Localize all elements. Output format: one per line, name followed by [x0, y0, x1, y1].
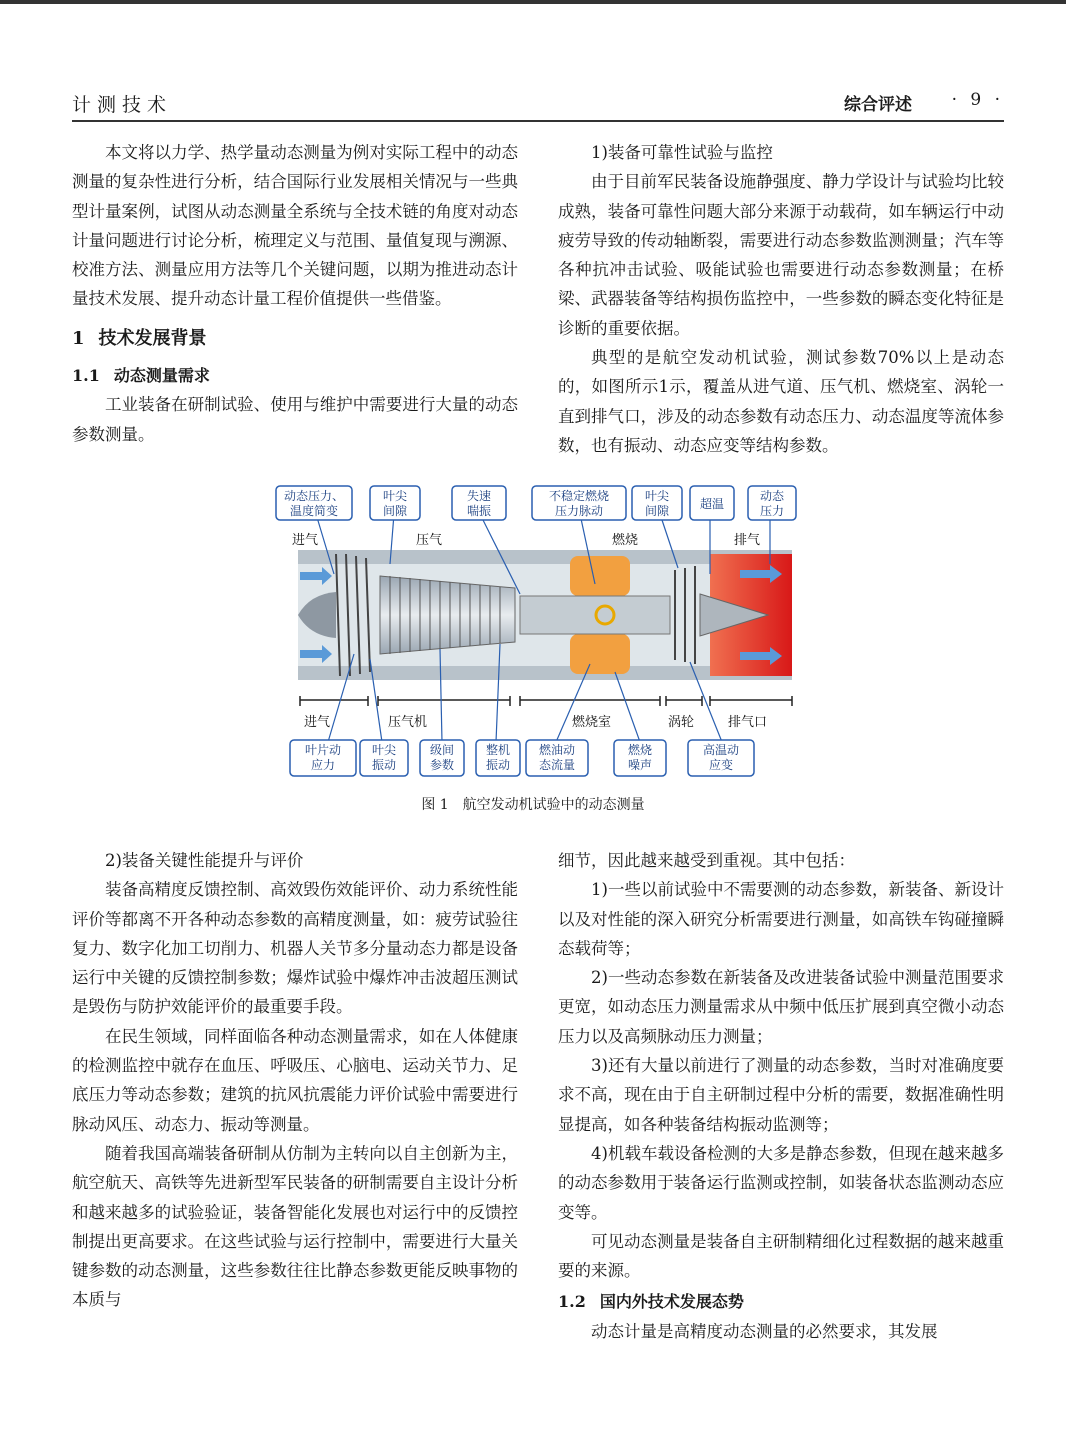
top-border: [0, 0, 1066, 4]
svg-text:动态: 动态: [759, 489, 785, 503]
callout-bottom-2: [420, 740, 464, 776]
bottom-callouts: [290, 740, 754, 776]
svg-text:应变: 应变: [708, 758, 734, 772]
callout-bottom-5: [614, 740, 666, 776]
combustor-upper: [570, 556, 630, 596]
section-label-top-0: 进气: [292, 533, 319, 548]
paragraph: 典型的是航空发动机试验，测试参数70%以上是动态的，如图所示1示，覆盖从进气道、压气机、燃烧室、涡轮一直到排气口，涉及的动态参数有动态压力、动态温度等流体参数，也有振动、动态应变等结构参数。: [558, 348, 1004, 455]
svg-text:动态压力、: 动态压力、: [283, 489, 345, 503]
callout-top-4: [632, 486, 682, 520]
svg-text:温度简变: 温度简变: [289, 504, 339, 518]
paragraph: 装备高精度反馈控制、高效毁伤效能评价、动力系统性能评价等都离不开各种动态参数的高精度测量，如：疲劳试验往复力、数字化加工切削力、机器人关节多分量动态力都是设备运行中关键的反馈控制参数；爆炸试验中爆炸冲击波超压测试是毁伤与防护效能评价的最重要手段。: [72, 880, 518, 1017]
callout-top-5: [690, 486, 734, 520]
svg-text:叶尖: 叶尖: [644, 489, 670, 503]
callout-bottom-3: [476, 740, 520, 776]
svg-text:整机: 整机: [485, 743, 511, 757]
svg-text:叶片动: 叶片动: [304, 743, 342, 757]
paragraph: 工业装备在研制试验、使用与维护中需要进行大量的动态参数测量。: [72, 395, 518, 444]
top-callouts: [276, 486, 796, 520]
paragraph: 随着我国高端装备研制从仿制为主转向以自主创新为主，航空航天、高铁等先进新型军民装备的研制需要自主设计分析和越来越多的试验验证，装备智能化发展也对运行中的反馈控制提出更高要求。在这些试验与运行控制中，需要进行大量关键参数的动态测量，这些参数往往比静态参数更能反映事物的本质与: [72, 1143, 518, 1310]
paragraph: 动态计量是高精度动态测量的必然要求，其发展: [591, 1321, 938, 1341]
svg-text:压力脉动: 压力脉动: [554, 504, 604, 518]
svg-text:噪声: 噪声: [627, 758, 653, 772]
svg-text:叶尖: 叶尖: [382, 489, 408, 503]
combustor-lower: [570, 634, 630, 674]
svg-text:间隙: 间隙: [382, 504, 408, 518]
section-label-bottom-4: 排气口: [728, 715, 768, 730]
svg-text:燃油动: 燃油动: [538, 743, 576, 757]
intro-paragraph: 本文将以力学、热学量动态测量为例对实际工程中的动态测量的复杂性进行分析，结合国际行业发展相关情况与一些典型计量案例，试图从动态测量全系统与全技术链的角度对动态计量问题进行讨论分析，梳理定义与范围、量值复现与溯源、校准方法、测量应用方法等几个关键问题，以期为推进动态计量技术发展、提升动态计量工程价值提供一些借鉴。: [72, 143, 518, 309]
callout-top-3: [532, 486, 626, 520]
list-item-heading: 1)装备可靠性试验与监控: [591, 143, 773, 162]
svg-text:压力: 压力: [759, 504, 785, 518]
callout-bottom-1: [360, 740, 408, 776]
svg-text:级间: 级间: [429, 743, 455, 757]
page-header: [72, 88, 1004, 118]
svg-text:振动: 振动: [485, 758, 511, 772]
svg-text:高温动: 高温动: [702, 743, 740, 757]
svg-text:喘振: 喘振: [466, 504, 492, 518]
journal-title: 计测技术: [72, 94, 173, 116]
top-right-column: [558, 138, 1004, 460]
svg-text:失速: 失速: [466, 489, 492, 503]
subsection-heading-1-2: 1.2 国内外技术发展态势: [558, 1292, 744, 1312]
list-item-heading: 2)装备关键性能提升与评价: [105, 851, 304, 870]
svg-text:间隙: 间隙: [644, 504, 670, 518]
svg-text:参数: 参数: [429, 758, 455, 772]
svg-text:态流量: 态流量: [538, 758, 576, 772]
section-label: 综合评述: [844, 95, 912, 115]
svg-text:燃烧: 燃烧: [627, 743, 653, 757]
engine-figure: [270, 484, 810, 780]
list-item: 2)一些动态参数在新装备及改进装备试验中测量范围要求更宽，如动态压力测量需求从中频中低压扩展到真空微小动态压力以及高频脉动压力测量；: [558, 968, 1004, 1046]
page-number: · 9 ·: [951, 90, 1004, 110]
section-label-bottom-0: 进气: [304, 715, 331, 730]
svg-text:振动: 振动: [371, 758, 397, 772]
callout-bottom-0: [290, 740, 356, 776]
section-label-top-1: 压气: [416, 533, 443, 548]
svg-text:不稳定燃烧: 不稳定燃烧: [548, 489, 610, 503]
paragraph: 在民生领域，同样面临各种动态测量需求，如在人体健康的检测监控中就存在血压、呼吸压、心脑电、运动关节力、足底压力等动态参数；建筑的抗风抗震能力评价试验中需要进行脉动风压、动态力、振动等测量。: [72, 1026, 518, 1134]
figure-caption: 图 1 航空发动机试验中的动态测量: [421, 797, 645, 813]
callout-bottom-6: [688, 740, 754, 776]
list-item: 1)一些以前试验中不需要测的动态参数，新装备、新设计以及对性能的深入研究分析需要进行测量，如高铁车钩碰撞瞬态载荷等；: [558, 880, 1004, 958]
callout-top-0: [276, 486, 352, 520]
svg-text:叶尖: 叶尖: [371, 743, 397, 757]
list-item: 4)机载车载设备检测的大多是静态参数，但现在越来越多的动态参数用于装备运行监测或控制，如装备状态监测动态应变等。: [558, 1143, 1004, 1222]
svg-text:超温: 超温: [699, 497, 725, 511]
section-heading-1: 1 技术发展背景: [72, 327, 207, 349]
bottom-right-column: [558, 846, 1004, 1346]
paragraph: 细节，因此越来越受到重视。其中包括：: [558, 851, 855, 870]
section-label-top-2: 燃烧: [612, 533, 639, 548]
section-labels-bottom: [304, 714, 767, 730]
subsection-heading-1-1: 1.1 动态测量需求: [72, 366, 210, 386]
svg-text:应力: 应力: [310, 758, 336, 772]
callout-top-6: [748, 486, 796, 520]
section-label-bottom-2: 燃烧室: [572, 715, 612, 730]
callout-top-2: [452, 486, 506, 520]
paragraph: 由于目前军民装备设施静强度、静力学设计与试验均比较成熟，装备可靠性问题大部分来源于动载荷，如车辆运行中动疲劳导致的传动轴断裂，需要进行动态参数监测测量；汽车等各种抗冲击试验、吸能试验也需要进行动态参数测量；在桥梁、武器装备等结构损伤监控中，一些参数的瞬态变化特征是诊断的重要依据。: [558, 172, 1004, 338]
paragraph: 可见动态测量是装备自主研制精细化过程数据的越来越重要的来源。: [558, 1231, 1004, 1281]
top-left-column: [72, 138, 518, 449]
section-label-bottom-1: 压气机: [388, 715, 428, 730]
callout-top-1: [370, 486, 420, 520]
engine-diagram: [270, 484, 810, 780]
section-labels-top: [292, 532, 760, 548]
list-item: 3)还有大量以前进行了测量的动态参数，当时对准确度要求不高，现在由于自主研制过程中分析的需要，数据准确性明显提高，如各种装备结构振动监测等；: [558, 1056, 1004, 1134]
callout-bottom-4: [526, 740, 588, 776]
header-rule: [72, 120, 1004, 122]
section-label-bottom-3: 涡轮: [668, 715, 695, 730]
bottom-left-column: [72, 846, 518, 1315]
section-label-top-3: 排气: [734, 533, 761, 548]
section-brackets: [300, 696, 792, 706]
